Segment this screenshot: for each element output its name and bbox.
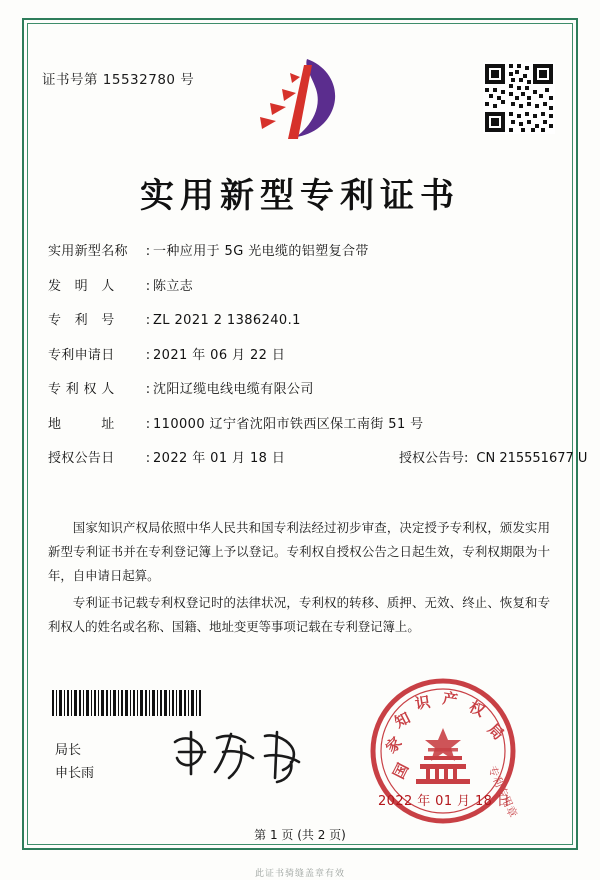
field-value: 110000 辽宁省沈阳市铁西区保工南街 51 号: [153, 416, 424, 432]
field-row-address: [48, 413, 548, 432]
legal-paragraph-1: 国家知识产权局依照中华人民共和国专利法经过初步审查，决定授予专利权，颁发实用新型专利证书并在专利登记簿上予以登记。专利权自授权公告之日起生效，专利权期限为十年，自申请日起算。: [48, 520, 550, 584]
field-colon: :: [145, 416, 151, 432]
svg-text:知: 知: [391, 708, 414, 732]
field-colon: :: [145, 382, 151, 397]
seal-date: 2022 年 01 月 18 日: [378, 794, 511, 809]
field-label: 实用新型名称: [48, 244, 128, 259]
field-row-invention-name: [48, 240, 548, 259]
svg-text:家: 家: [382, 733, 406, 757]
field-value: ZL 2021 2 1386240.1: [153, 313, 301, 328]
qr-code-icon: [483, 62, 555, 134]
svg-text:识: 识: [413, 692, 432, 713]
field-label: 地 址: [48, 416, 115, 432]
svg-text:国: 国: [389, 760, 413, 782]
field-colon: :: [145, 278, 151, 294]
director-name-label: 申长雨: [55, 765, 95, 781]
field-label: 专利申请日: [48, 347, 115, 363]
field-value: 一种应用于 5G 光电缆的铝塑复合带: [153, 244, 369, 259]
field-row-patentee: [48, 378, 548, 397]
bottom-note: 此证书骑缝盖章有效: [254, 869, 345, 879]
field-colon: :: [145, 244, 151, 259]
field-value: 沈阳辽缆电线电缆有限公司: [153, 382, 314, 397]
field-colon: :: [145, 347, 151, 363]
grant-number-value: CN 215551677 U: [476, 451, 588, 466]
field-value: 陈立志: [153, 278, 194, 294]
page-number: 第 1 页 (共 2 页): [254, 828, 346, 842]
handwritten-signature-icon: [165, 722, 315, 790]
field-row-patent-number: [48, 309, 548, 328]
field-row-application-date: [48, 344, 548, 363]
director-role-label: 局长: [55, 743, 82, 758]
cnipa-logo-icon: [252, 55, 348, 141]
field-label: 专 利 权 人: [48, 382, 115, 397]
field-value: 2021 年 06 月 22 日: [153, 347, 286, 363]
field-label: 授权公告日: [48, 451, 115, 466]
page-title: 实用新型专利证书: [140, 176, 460, 216]
field-colon: :: [145, 313, 151, 328]
svg-text:专利专用章: 专利专用章: [485, 763, 518, 820]
barcode-icon: [52, 690, 202, 716]
certificate-number: 证书号第 15532780 号: [42, 72, 195, 88]
svg-text:产: 产: [441, 689, 460, 710]
field-colon: :: [145, 451, 151, 466]
grant-number-label: 授权公告号:: [399, 451, 469, 466]
field-value: 2022 年 01 月 18 日: [153, 451, 286, 466]
svg-text:权: 权: [466, 697, 488, 721]
field-row-grant-announcement: [48, 447, 588, 466]
signature-labels: [55, 740, 94, 786]
legal-paragraph-2: 专利证书记载专利权登记时的法律状况，专利权的转移、质押、无效、终止、恢复和专利权人的姓名或名称、国籍、地址变更等事项记载在专利登记簿上。: [48, 594, 550, 634]
certificate-fields: [48, 240, 588, 482]
field-label: 发 明 人: [48, 278, 115, 294]
field-row-inventor: [48, 275, 548, 294]
legal-text-block: [48, 516, 550, 641]
svg-text:局: 局: [484, 720, 508, 744]
field-label: 专 利 号: [48, 313, 115, 328]
